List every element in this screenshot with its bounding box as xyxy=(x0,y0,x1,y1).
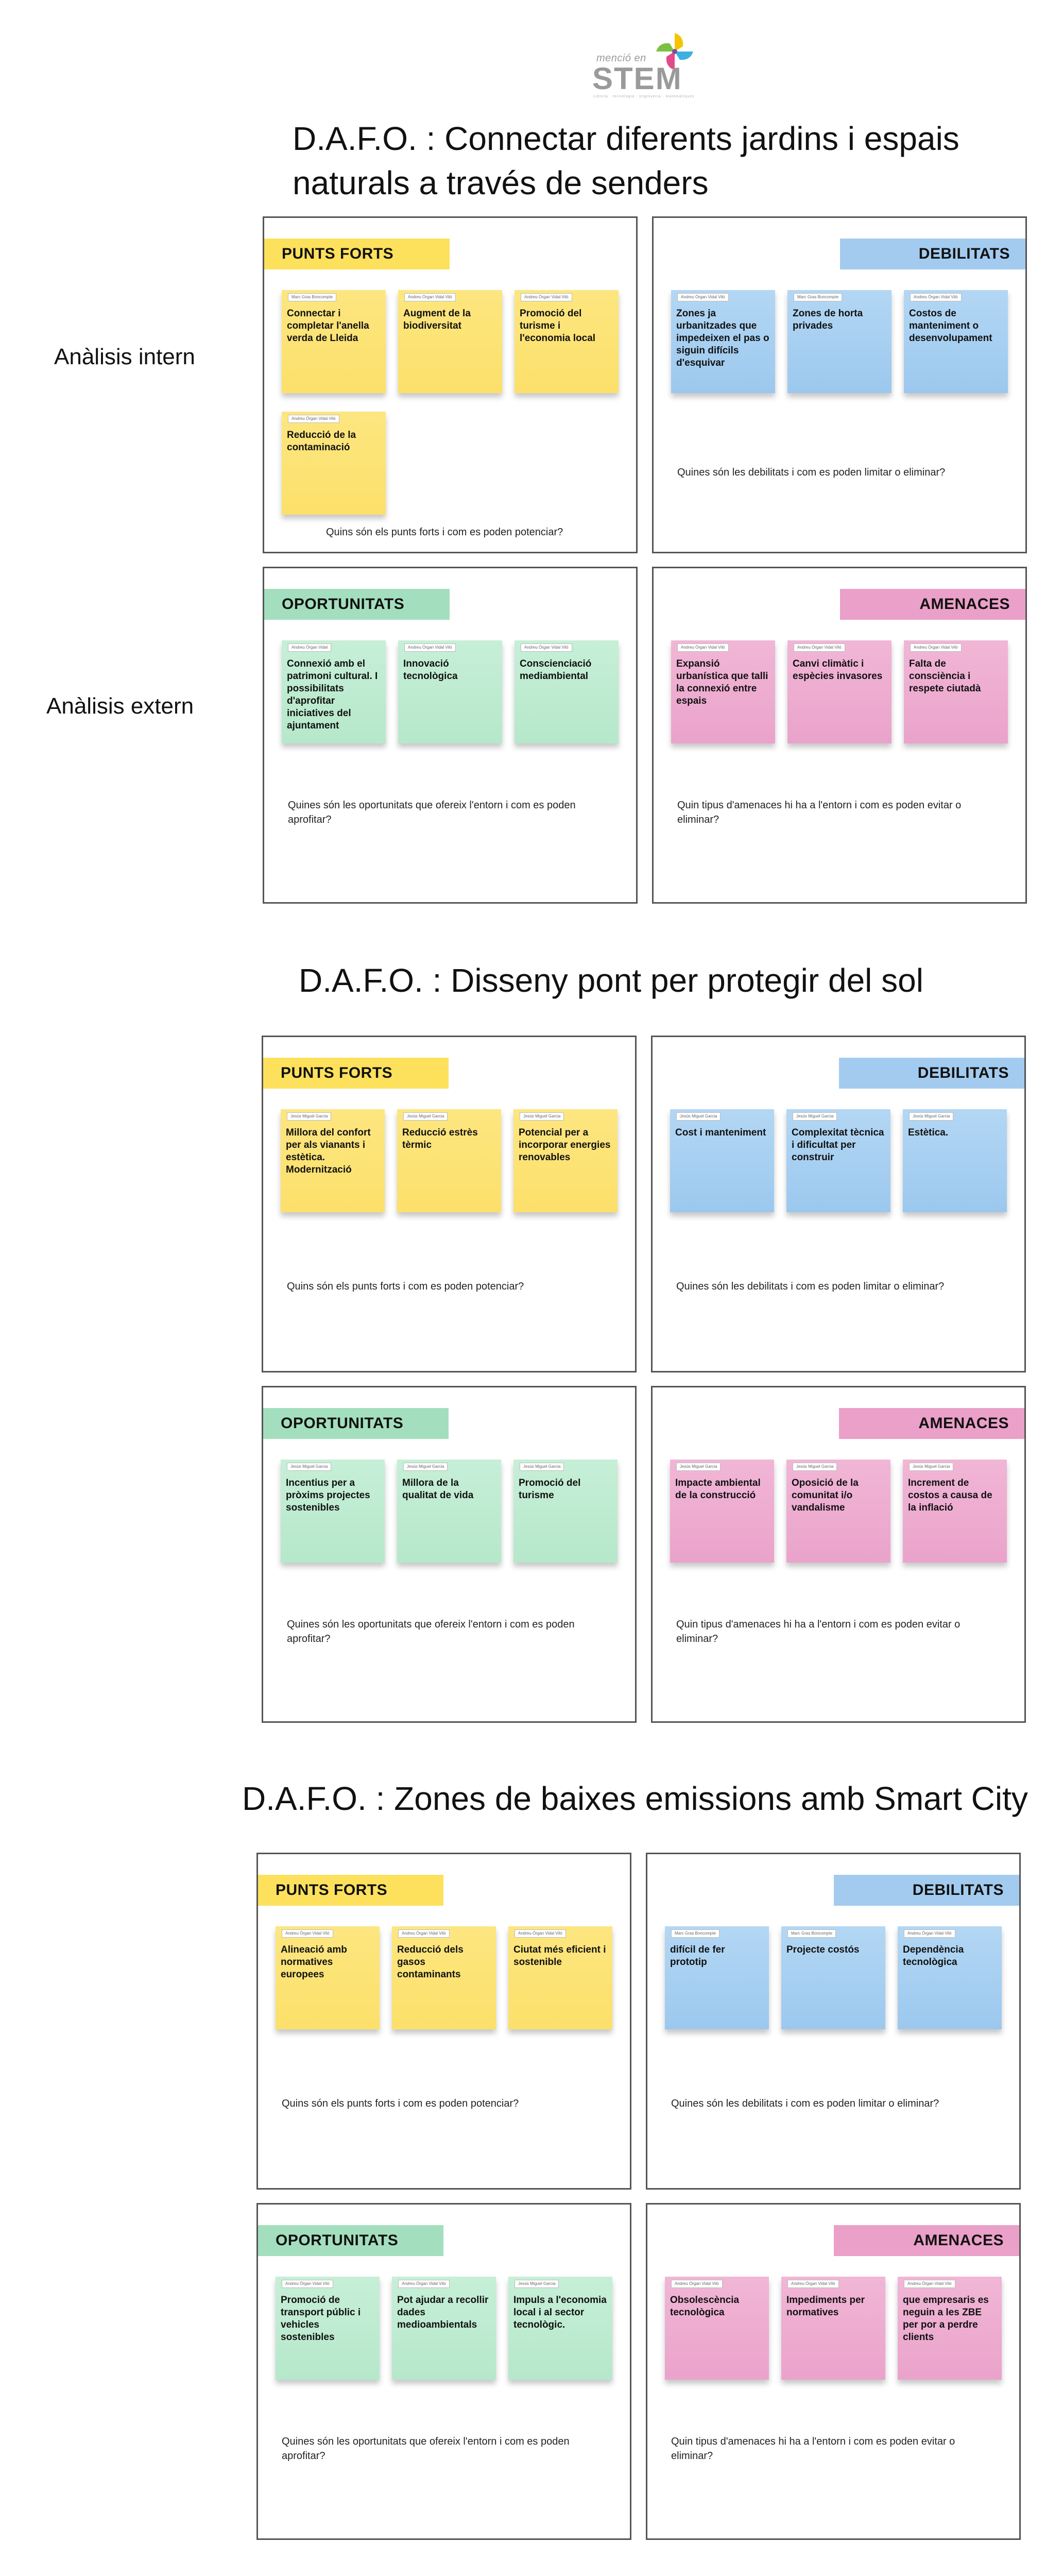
note-author-tag: Andreu Órgan Vidal Viló xyxy=(904,2280,955,2288)
note-author-tag: Andreu Órgan Vidal Viló xyxy=(521,293,572,301)
note-text: Millora del confort per als vianants i estètica. Modernització xyxy=(286,1127,371,1175)
sticky-note[interactable] xyxy=(276,1926,380,2029)
note-author-tag: Andreu Órgan Vidal Viló xyxy=(282,2280,333,2288)
logo-big-text: STEM xyxy=(592,61,682,96)
sticky-note[interactable] xyxy=(515,640,619,743)
note-text: Ciutat més eficient i sostenible xyxy=(513,1944,606,1968)
note-text: Reducció estrès tèrmic xyxy=(402,1127,478,1150)
quadrant-strengths xyxy=(256,1853,631,2190)
quadrant-label-weaknesses: DEBILITATS xyxy=(839,1058,1024,1089)
note-text: Pot ajudar a recollir dades medioambientals xyxy=(397,2295,489,2330)
note-text: Impediments per normatives xyxy=(786,2295,865,2318)
quadrant-weaknesses xyxy=(652,216,1027,553)
note-author-tag: Andreu Órgan Vidal Viló xyxy=(910,293,962,301)
note-author-tag: Andreu Órgan Vidal Viló xyxy=(515,1929,566,1938)
quadrant-opportunities xyxy=(263,567,638,904)
quadrant-question-weaknesses: Quines són les debilitats i com es poden limitar o eliminar? xyxy=(671,2098,939,2109)
note-text: Projecte costós xyxy=(786,1944,860,1955)
quadrant-label-threats: AMENACES xyxy=(839,1408,1024,1439)
note-author-tag: Jesús Miguel Garcia xyxy=(515,2280,559,2288)
note-text: Potencial per a incorporar energies renovables xyxy=(519,1127,611,1163)
note-text: Connectar i completar l'anella verda de Lleida xyxy=(287,308,369,344)
note-text: Expansió urbanística que talli la connexió entre espais xyxy=(676,658,768,706)
note-author-tag: Jesús Miguel Garcia xyxy=(793,1112,837,1121)
sticky-note[interactable] xyxy=(781,2277,885,2380)
quadrant-weaknesses xyxy=(646,1853,1021,2190)
sticky-note[interactable] xyxy=(276,2277,380,2380)
board-title: D.A.F.O. : Zones de baixes emissions amb Smart City xyxy=(242,1780,1028,1817)
note-text: Falta de consciència i respete ciutadà xyxy=(909,658,981,694)
note-author-tag: Jesús Miguel Garcia xyxy=(403,1463,448,1471)
quadrant-question-threats: Quin tipus d'amenaces hi ha a l'entorn i com es poden evitar o eliminar? xyxy=(676,1619,961,1645)
note-author-tag: Andreu Órgan Vidal Viló xyxy=(398,2280,450,2288)
note-text: Innovació tecnològica xyxy=(403,658,458,682)
quadrant-question-opportunities: Quines són les oportunitats que ofereix l'entorn i com es poden aprofitar? xyxy=(287,1619,575,1645)
sticky-note[interactable] xyxy=(508,1926,612,2029)
quadrant-strengths xyxy=(263,216,638,553)
quadrant-question-strengths: Quins són els punts forts i com es poden potenciar? xyxy=(287,1281,524,1292)
note-text: Zones ja urbanitzades que impedeixen el pas o siguin difícils d'esquivar xyxy=(676,308,769,368)
quadrant-label-opportunities: OPORTUNITATS xyxy=(264,589,450,620)
sticky-note[interactable] xyxy=(513,1460,618,1563)
quadrant-label-threats: AMENACES xyxy=(840,589,1025,620)
quadrant-question-threats: Quin tipus d'amenaces hi ha a l'entorn i com es poden evitar o eliminar? xyxy=(671,2436,955,2462)
quadrant-question-opportunities: Quines són les oportunitats que ofereix l'entorn i com es poden aprofitar? xyxy=(282,2436,570,2462)
note-author-tag: Jesús Miguel Garcia xyxy=(287,1112,331,1121)
note-text: Conscienciació mediambiental xyxy=(520,658,592,682)
note-author-tag: Marc Gras Boncompte xyxy=(671,1929,719,1938)
sticky-note[interactable] xyxy=(903,1460,1007,1563)
sticky-note[interactable] xyxy=(903,1109,1007,1212)
logo-small-text: menció en xyxy=(596,53,646,64)
sticky-note[interactable] xyxy=(670,1109,774,1212)
note-text: Incentius per a pròxims projectes sostenibles xyxy=(286,1478,370,1513)
note-author-tag: Andreu Órgan Vidal Viló xyxy=(677,643,729,652)
note-author-tag: Andreu Órgan Vidal Viló xyxy=(404,643,456,652)
note-author-tag: Jesús Miguel Garcia xyxy=(520,1463,564,1471)
sticky-note[interactable] xyxy=(281,1460,385,1563)
sticky-note[interactable] xyxy=(904,640,1008,743)
logo-tagline: ciència · tecnologia · enginyeria · matemàtiques xyxy=(593,95,695,98)
side-label-intern: Anàlisis intern xyxy=(54,344,195,369)
quadrant-question-strengths: Quins són els punts forts i com es poden potenciar? xyxy=(282,2098,519,2109)
note-author-tag: Jesús Miguel Garcia xyxy=(676,1112,721,1121)
note-author-tag: Jesús Miguel Garcia xyxy=(520,1112,564,1121)
quadrant-threats xyxy=(651,1386,1026,1723)
note-author-tag: Marc Gras Boncompte xyxy=(288,293,336,301)
note-author-tag: Andreu Órgan Vidal Viló xyxy=(404,293,456,301)
note-author-tag: Marc Gras Boncompte xyxy=(794,293,842,301)
sticky-note[interactable] xyxy=(508,2277,612,2380)
side-label-extern: Anàlisis extern xyxy=(46,693,194,719)
quadrant-opportunities xyxy=(262,1386,637,1723)
note-text: que empresaris es neguin a les ZBE per por a perdre clients xyxy=(903,2295,989,2343)
sticky-note[interactable] xyxy=(665,2277,769,2380)
note-text: difícil de fer prototip xyxy=(670,1944,725,1968)
sticky-note[interactable] xyxy=(898,2277,1002,2380)
note-text: Promoció de transport públic i vehicles sostenibles xyxy=(281,2295,361,2343)
note-text: Cost i manteniment xyxy=(675,1127,766,1138)
note-text: Dependència tecnològica xyxy=(903,1944,964,1968)
note-text: Impacte ambiental de la construcció xyxy=(675,1478,761,1501)
note-author-tag: Andreu Órgan Vidal Viló xyxy=(794,643,845,652)
sticky-note[interactable] xyxy=(786,1109,890,1212)
note-text: Reducció dels gasos contaminants xyxy=(397,1944,464,1980)
note-text: Millora de la qualitat de vida xyxy=(402,1478,474,1501)
sticky-note[interactable] xyxy=(515,290,619,393)
note-text: Connexió amb el patrimoni cultural. I possibilitats d'aprofitar iniciatives del ajuntament xyxy=(287,658,378,731)
sticky-note[interactable] xyxy=(392,1926,496,2029)
quadrant-label-opportunities: OPORTUNITATS xyxy=(263,1408,449,1439)
quadrant-question-threats: Quin tipus d'amenaces hi ha a l'entorn i com es poden evitar o eliminar? xyxy=(677,800,962,825)
note-author-tag: Jesús Miguel Garcia xyxy=(909,1463,953,1471)
sticky-note[interactable] xyxy=(398,290,502,393)
sticky-note[interactable] xyxy=(282,412,386,515)
sticky-note[interactable] xyxy=(397,1109,501,1212)
note-text: Promoció del turisme i l'economia local xyxy=(520,308,596,344)
quadrant-question-weaknesses: Quines són les debilitats i com es poden limitar o eliminar? xyxy=(676,1281,945,1292)
note-author-tag: Jesús Miguel Garcia xyxy=(676,1463,721,1471)
note-author-tag: Andreu Órgan Vidal xyxy=(288,643,331,652)
sticky-note[interactable] xyxy=(904,290,1008,393)
note-author-tag: Marc Gras Boncompte xyxy=(787,1929,836,1938)
sticky-note[interactable] xyxy=(787,640,891,743)
sticky-note[interactable] xyxy=(397,1460,501,1563)
sticky-note[interactable] xyxy=(398,640,502,743)
sticky-note[interactable] xyxy=(392,2277,496,2380)
sticky-note[interactable] xyxy=(282,640,386,743)
note-author-tag: Andreu Órgan Vidal Viló xyxy=(521,643,572,652)
note-text: Costos de manteniment o desenvolupament xyxy=(909,308,992,344)
note-author-tag: Jesús Miguel Garcia xyxy=(793,1463,837,1471)
note-author-tag: Andreu Órgan Vidal Viló xyxy=(288,415,339,423)
mencio-stem-logo xyxy=(592,31,695,98)
note-author-tag: Andreu Órgan Vidal Viló xyxy=(398,1929,450,1938)
note-text: Promoció del turisme xyxy=(519,1478,581,1501)
note-text: Impuls a l'economia local i al sector tecnològic. xyxy=(513,2295,607,2330)
sticky-note[interactable] xyxy=(281,1109,385,1212)
sticky-note[interactable] xyxy=(898,1926,1002,2029)
quadrant-label-opportunities: OPORTUNITATS xyxy=(258,2225,443,2256)
quadrant-strengths xyxy=(262,1036,637,1372)
quadrant-label-weaknesses: DEBILITATS xyxy=(834,1875,1019,1906)
note-text: Reducció de la contaminació xyxy=(287,430,356,453)
quadrant-question-opportunities: Quines són les oportunitats que ofereix l'entorn i com es poden aprofitar? xyxy=(288,800,576,825)
note-author-tag: Andreu Órgan Vidal Viló xyxy=(282,1929,333,1938)
note-author-tag: Jesús Miguel Garcia xyxy=(909,1112,953,1121)
quadrant-opportunities xyxy=(256,2203,631,2540)
sticky-note[interactable] xyxy=(665,1926,769,2029)
note-text: Alineació amb normatives europees xyxy=(281,1944,347,1980)
quadrant-label-strengths: PUNTS FORTS xyxy=(258,1875,443,1906)
board-title: D.A.F.O. : Connectar diferents jardins i espais naturals a través de senders xyxy=(293,120,959,201)
note-text: Estètica. xyxy=(908,1127,949,1138)
note-author-tag: Jesús Miguel Garcia xyxy=(403,1112,448,1121)
sticky-note[interactable] xyxy=(781,1926,885,2029)
quadrant-label-strengths: PUNTS FORTS xyxy=(264,239,450,269)
quadrant-question-weaknesses: Quines són les debilitats i com es poden limitar o eliminar? xyxy=(677,467,946,478)
note-text: Complexitat tècnica i dificultat per construir xyxy=(792,1127,884,1163)
quadrant-threats xyxy=(646,2203,1021,2540)
quadrant-weaknesses xyxy=(651,1036,1026,1372)
sticky-note[interactable] xyxy=(786,1460,890,1563)
board-title: D.A.F.O. : Disseny pont per protegir del sol xyxy=(299,962,923,999)
note-text: Canvi climàtic i espècies invasores xyxy=(793,658,883,682)
sticky-note[interactable] xyxy=(671,640,775,743)
note-text: Obsolescència tecnològica xyxy=(670,2295,740,2318)
note-author-tag: Andreu Órgan Vidal Viló xyxy=(671,2280,723,2288)
note-author-tag: Andreu Órgan Vidal Viló xyxy=(904,1929,955,1938)
note-author-tag: Jesús Miguel Garcia xyxy=(287,1463,331,1471)
note-author-tag: Andreu Órgan Vidal Viló xyxy=(787,2280,839,2288)
quadrant-question-strengths: Quins són els punts forts i com es poden potenciar? xyxy=(326,527,563,538)
quadrant-label-threats: AMENACES xyxy=(834,2225,1019,2256)
note-text: Oposició de la comunitat i/o vandalisme xyxy=(792,1478,859,1513)
note-author-tag: Andreu Órgan Vidal Viló xyxy=(910,643,962,652)
quadrant-threats xyxy=(652,567,1027,904)
quadrant-label-strengths: PUNTS FORTS xyxy=(263,1058,449,1089)
note-text: Increment de costos a causa de la inflació xyxy=(908,1478,992,1513)
quadrant-label-weaknesses: DEBILITATS xyxy=(840,239,1025,269)
note-text: Augment de la biodiversitat xyxy=(403,308,471,331)
sticky-note[interactable] xyxy=(787,290,891,393)
note-text: Zones de horta privades xyxy=(793,308,863,331)
note-author-tag: Andreu Órgan Vidal Viló xyxy=(677,293,729,301)
sticky-note[interactable] xyxy=(670,1460,774,1563)
sticky-note[interactable] xyxy=(513,1109,618,1212)
sticky-note[interactable] xyxy=(282,290,386,393)
sticky-note[interactable] xyxy=(671,290,775,393)
